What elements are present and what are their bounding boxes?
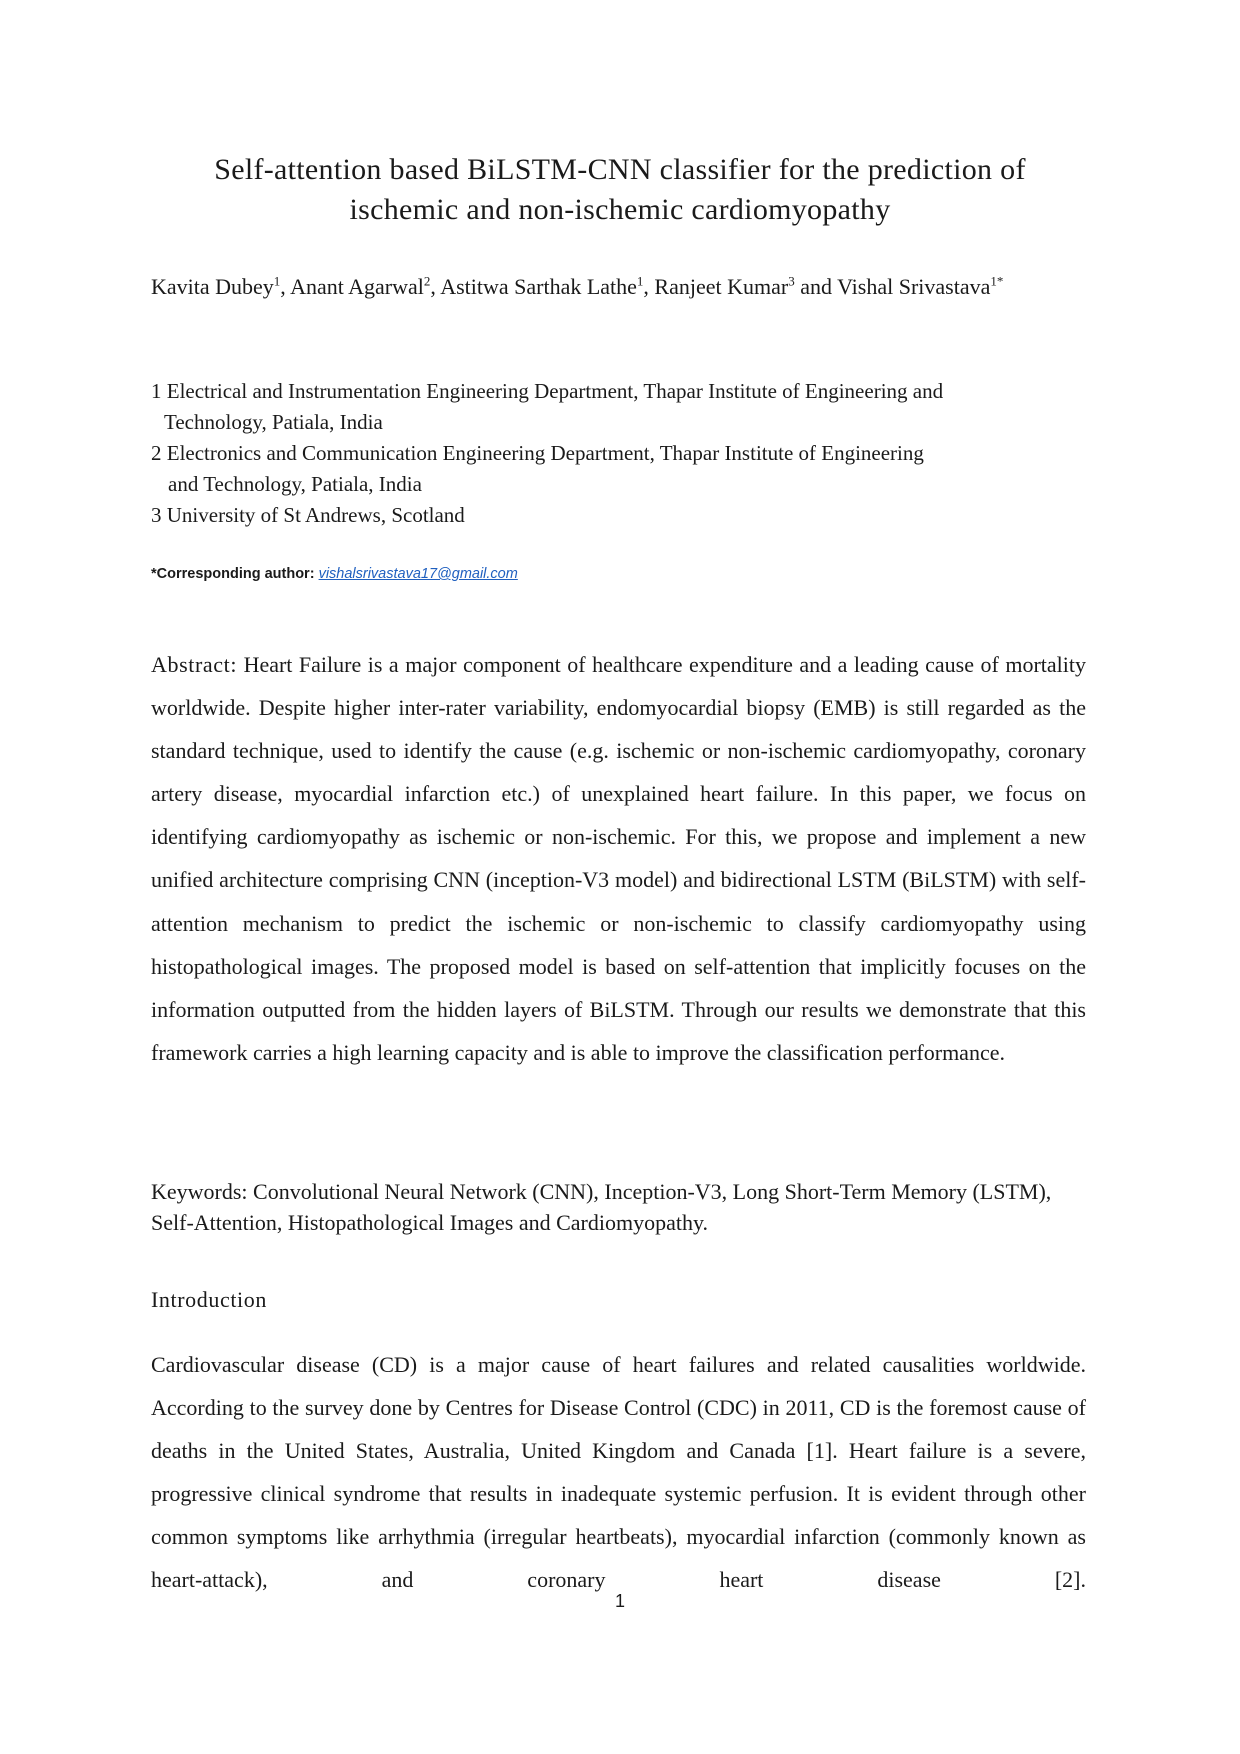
keywords (151, 1176, 1086, 1238)
affiliation-list (151, 376, 1101, 531)
affiliation-2-line-1: 2 Electronics and Communication Engineering Department, Thapar Institute of Engineering (151, 441, 924, 465)
keywords-text: Convolutional Neural Network (CNN), Inception-V3, Long Short-Term Memory (LSTM), Self-Attention, Histopathological Images and Cardiomyopathy. (151, 1179, 1052, 1235)
corresponding-author-email-link[interactable]: vishalsrivastava17@gmail.com (318, 566, 518, 582)
title-line-1: Self-attention based BiLSTM-CNN classifier for the prediction of (214, 153, 1026, 186)
author: Ranjeet Kumar$^3$ and (654, 273, 838, 299)
author: Anant Agarwal$^2$, (290, 273, 441, 299)
title-line-2: ischemic and non-ischemic cardiomyopathy (349, 193, 891, 226)
paper-title (120, 150, 1120, 230)
introduction-paragraph: Cardiovascular disease (CD) is a major cause of heart failures and related causalities worldwide. According to the survey done by Centres for Disease Control (CDC) in 2011, CD is the foremost cause of deaths in the United States, Australia, United Kingdom and Canada [1]. Heart failure is a severe, progressive clinical syndrome that results in inadequate systemic perfusion. It is evident through other common symptoms like arrhythmia (irregular heartbeats), myocardial infarction (commonly known as heart-attack), and coronary heart disease [2]. (151, 1352, 1086, 1593)
author: Astitwa Sarthak Lathe$^1$, (440, 273, 655, 299)
affiliation-1-line-1: 1 Electrical and Instrumentation Engineering Department, Thapar Institute of Engineering and (151, 379, 944, 403)
affiliation-3-line-1: 3 University of St Andrews, Scotland (151, 503, 465, 527)
author: Vishal Srivastava$^{1*}$ (837, 273, 1004, 299)
abstract-text: Heart Failure is a major component of healthcare expenditure and a leading cause of mortality worldwide. Despite higher inter-rater variability, endomyocardial biopsy (EMB) is still regarded as the standard technique, used to identify the cause (e.g. ischemic or non-ischemic cardiomyopathy, coronary artery disease, myocardial infarction etc.) of unexplained heart failure. In this paper, we focus on identifying cardiomyopathy as ischemic or non-ischemic. For this, we propose and implement a new unified architecture comprising CNN (inception-V3 model) and bidirectional LSTM (BiLSTM) with self-attention mechanism to predict the ischemic or non-ischemic to classify cardiomyopathy using histopathological images. The proposed model is based on self-attention that implicitly focuses on the information outputted from the hidden layers of BiLSTM. Through our results we demonstrate that this framework carries a high learning capacity and is able to improve the classification performance. (151, 652, 1087, 1065)
abstract-label: Abstract: (151, 652, 238, 677)
abstract (151, 643, 1086, 1074)
corresponding-author (151, 564, 518, 584)
author-list (151, 271, 1086, 302)
author: Kavita Dubey$^1$, (151, 273, 291, 299)
corresponding-author-label: *Corresponding author: (151, 566, 315, 582)
affiliation-2-line-2: and Technology, Patiala, India (168, 472, 422, 496)
section-heading-introduction: Introduction (151, 1287, 267, 1312)
page-number: 1 (614, 1591, 625, 1611)
keywords-label: Keywords: (151, 1179, 248, 1204)
affiliation-1-line-2: Technology, Patiala, India (164, 410, 383, 434)
